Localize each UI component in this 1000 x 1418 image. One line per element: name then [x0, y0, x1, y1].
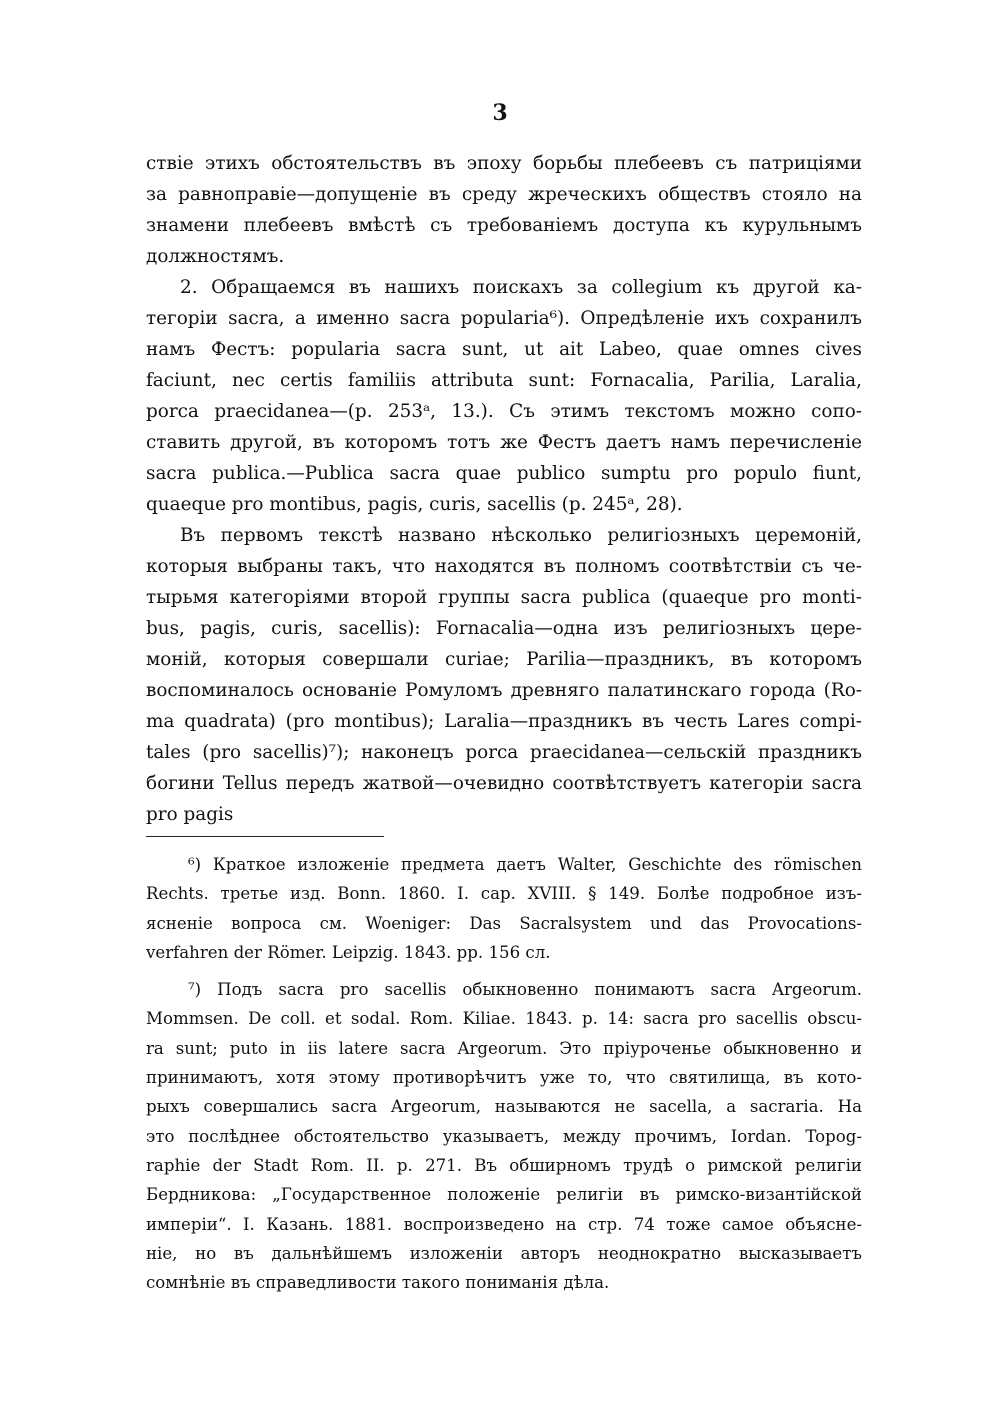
- body-line: моній, которыя совершали curiae; Parilia—праздникъ, въ которомъ: [146, 649, 862, 670]
- body-line: Въ первомъ текстѣ названо нѣсколько религіозныхъ церемоній,: [180, 525, 862, 546]
- body-line: bus, pagis, curis, sacellis): Fornacalia—одна изъ религіозныхъ цере-: [146, 618, 862, 639]
- footnote-line: имперіи“. I. Казань. 1881. воспроизведено на стр. 74 тоже самое объясне-: [146, 1214, 862, 1234]
- body-line: sacra publica.—Publica sacra quae publico sumptu pro populo fiunt,: [146, 463, 862, 484]
- body-line: faciunt, nec certis familiis attributa sunt: Fornacalia, Parilia, Laralia,: [146, 370, 862, 391]
- body-line: 2. Обращаемся въ нашихъ поискахъ за collegium къ другой ка-: [180, 277, 862, 298]
- body-line: ставить другой, въ которомъ тотъ же Фестъ даетъ намъ перечисленіе: [146, 432, 862, 453]
- body-line: porca praecidanea—(p. 253ᵃ, 13.). Съ этимъ текстомъ можно сопо-: [146, 401, 862, 422]
- footnote-line: принимаютъ, хотя этому противорѣчитъ уже то, что святилища, въ кото-: [146, 1068, 862, 1088]
- footnote-line: рыхъ совершались sacra Argeorum, называются не sacella, а sacraria. На: [146, 1097, 862, 1117]
- footnote-line: raphie der Stadt Rom. II. p. 271. Въ обширномъ трудѣ о римской религіи: [146, 1155, 862, 1175]
- footnote-line: ніе, но въ дальнѣйшемъ изложеніи авторъ неоднократно высказываетъ: [146, 1243, 862, 1263]
- body-line: тырьмя категоріями второй группы sacra publica (quaeque pro monti-: [146, 587, 862, 608]
- footnotes: [146, 850, 862, 1297]
- footnote-line: Rechts. третье изд. Bonn. 1860. I. cap. XVIII. § 149. Болѣе подробное изъ-: [146, 884, 862, 904]
- body-line: tales (pro sacellis)⁷); наконецъ porca praecidanea—сельскій праздникъ: [146, 742, 862, 763]
- body-line: намъ Фестъ: popularia sacra sunt, ut ait Labeo, quae omnes cives: [146, 339, 862, 360]
- footnote-line: ra sunt; puto in iis latere sacra Argeorum. Это пріуроченье обыкновенно и: [146, 1038, 862, 1058]
- body-line: богини Tellus передъ жатвой—очевидно соотвѣтствуетъ категоріи sacra: [146, 773, 862, 794]
- body-line: pro pagis: [146, 804, 234, 825]
- footnote-line: Бердникова: „Государственное положеніе религіи въ римско-византійской: [146, 1185, 862, 1205]
- footnote-spacer: [146, 967, 862, 975]
- body-line: тегоріи sacra, а именно sacra popularia⁶). Опредѣленіе ихъ сохранилъ: [146, 308, 862, 329]
- footnote-line: Mommsen. De coll. et sodal. Rom. Kiliae. 1843. p. 14: sacra pro sacellis obscu-: [146, 1009, 862, 1029]
- body-line: воспоминалось основаніе Ромуломъ древняго палатинскаго города (Ro-: [146, 680, 862, 701]
- footnote-6: [146, 850, 862, 967]
- body-line: ствіе этихъ обстоятельствъ въ эпоху борьбы плебеевъ съ патриціями: [146, 153, 862, 174]
- main-text: [146, 148, 862, 830]
- footnote-7: [146, 975, 862, 1297]
- footnote-line: ⁷) Подъ sacra pro sacellis обыкновенно понимаютъ sacra Argeorum.: [188, 980, 862, 1000]
- body-line: quaeque pro montibus, pagis, curis, sacellis (p. 245ᵃ, 28).: [146, 494, 683, 515]
- page-number: 3: [492, 100, 508, 126]
- body-line: которыя выбраны такъ, что находятся въ полномъ соотвѣтствіи съ че-: [146, 556, 862, 577]
- body-line: ma quadrata) (pro montibus); Laralia—праздникъ въ честь Lares compi-: [146, 711, 862, 732]
- footnote-line: сомнѣніе въ справедливости такого пониманія дѣла.: [146, 1273, 610, 1293]
- body-line: знамени плебеевъ вмѣстѣ съ требованіемъ доступа къ курульнымъ: [146, 215, 862, 236]
- body-line: должностямъ.: [146, 246, 285, 267]
- footnote-divider: [146, 836, 384, 837]
- footnote-line: это послѣднее обстоятельство указываетъ, между прочимъ, Iordan. Topog-: [146, 1126, 862, 1146]
- footnote-line: ⁶) Краткое изложеніе предмета даетъ Walter, Geschichte des römischen: [188, 855, 862, 874]
- footnote-line: ясненіе вопроса см. Woeniger: Das Sacralsystem und das Provocations-: [146, 913, 862, 933]
- footnote-line: verfahren der Römer. Leipzig. 1843. pp. 156 сл.: [146, 942, 551, 962]
- body-line: за равноправіе—допущеніе въ среду жреческихъ обществъ стояло на: [146, 184, 862, 205]
